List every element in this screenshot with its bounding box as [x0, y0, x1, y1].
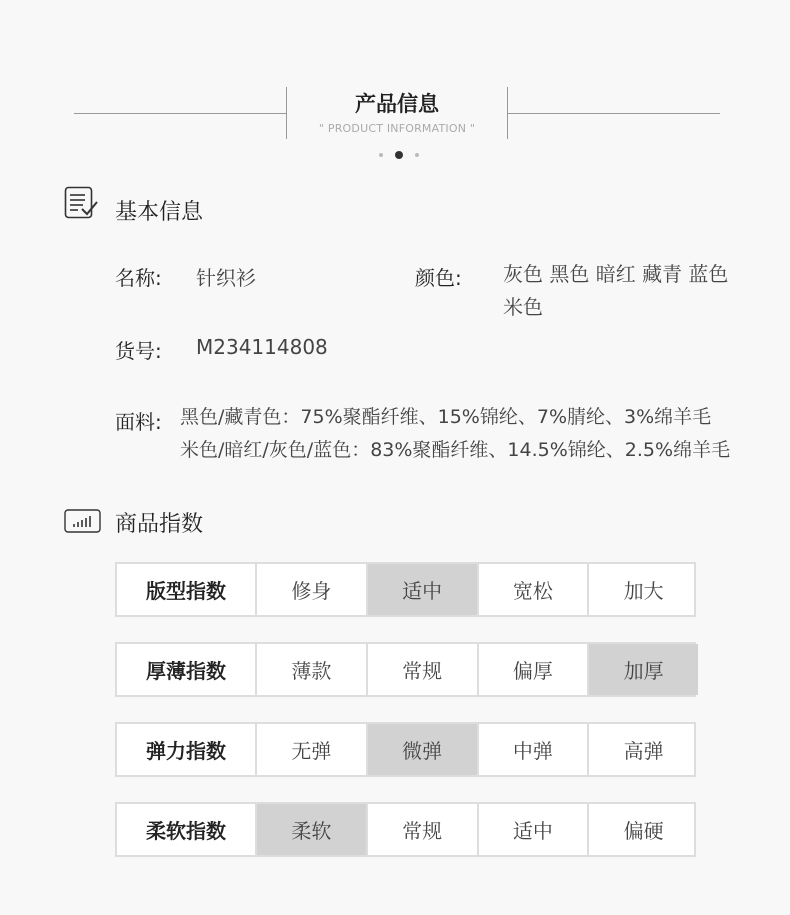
name-value: 针织衫 — [196, 266, 256, 290]
name-label: 名称: — [115, 266, 162, 290]
index-option: 适中 — [477, 804, 588, 855]
page-title: 产品信息 — [355, 92, 439, 116]
page-subtitle: " PRODUCT INFORMATION " — [318, 122, 476, 135]
header-divider-left — [74, 113, 286, 114]
index-option-selected: 加厚 — [587, 644, 698, 695]
index-row — [115, 722, 696, 777]
index-row-label: 版型指数 — [146, 579, 226, 603]
carousel-dot-active — [395, 151, 403, 159]
index-option: 修身 — [255, 564, 366, 615]
index-row-label: 弹力指数 — [146, 739, 226, 763]
sku-label: 货号: — [115, 339, 162, 363]
fabric-line1: 黑色/藏青色：75%聚酯纤维、15%锦纶、7%腈纶、3%绵羊毛 — [180, 406, 712, 428]
index-option: 中弹 — [477, 724, 588, 775]
index-option: 无弹 — [255, 724, 366, 775]
index-option-selected: 适中 — [366, 564, 477, 615]
index-row — [115, 562, 696, 617]
color-value-line2: 米色 — [503, 295, 543, 319]
index-option: 常规 — [366, 804, 477, 855]
index-option: 常规 — [366, 644, 477, 695]
index-option-selected: 柔软 — [255, 804, 366, 855]
fabric-value — [180, 401, 730, 467]
color-value-line1: 灰色 黑色 暗红 藏青 蓝色 — [503, 262, 729, 286]
index-option: 偏硬 — [587, 804, 698, 855]
index-option: 薄款 — [255, 644, 366, 695]
index-option: 偏厚 — [477, 644, 588, 695]
index-option-selected: 微弹 — [366, 724, 477, 775]
product-index-title: 商品指数 — [115, 512, 204, 537]
carousel-dots — [372, 150, 424, 160]
fabric-line2: 米色/暗红/灰色/蓝色：83%聚酯纤维、14.5%锦纶、2.5%绵羊毛 — [180, 439, 731, 461]
index-option: 宽松 — [477, 564, 588, 615]
header-divider-right — [508, 113, 720, 114]
checklist-icon — [64, 186, 98, 224]
carousel-dot — [415, 153, 419, 157]
carousel-dot — [379, 153, 383, 157]
basic-info-title: 基本信息 — [115, 200, 204, 225]
signal-bars-icon — [64, 508, 102, 538]
index-option: 高弹 — [587, 724, 698, 775]
sku-value: M234114808 — [196, 335, 328, 359]
index-row-label: 柔软指数 — [146, 819, 226, 843]
index-option: 加大 — [587, 564, 698, 615]
product-info-header — [0, 0, 790, 170]
index-row — [115, 642, 696, 697]
color-label: 颜色: — [415, 266, 462, 290]
index-row — [115, 802, 696, 857]
index-row-label: 厚薄指数 — [146, 659, 226, 683]
fabric-label: 面料: — [115, 410, 162, 434]
color-value — [503, 258, 728, 324]
